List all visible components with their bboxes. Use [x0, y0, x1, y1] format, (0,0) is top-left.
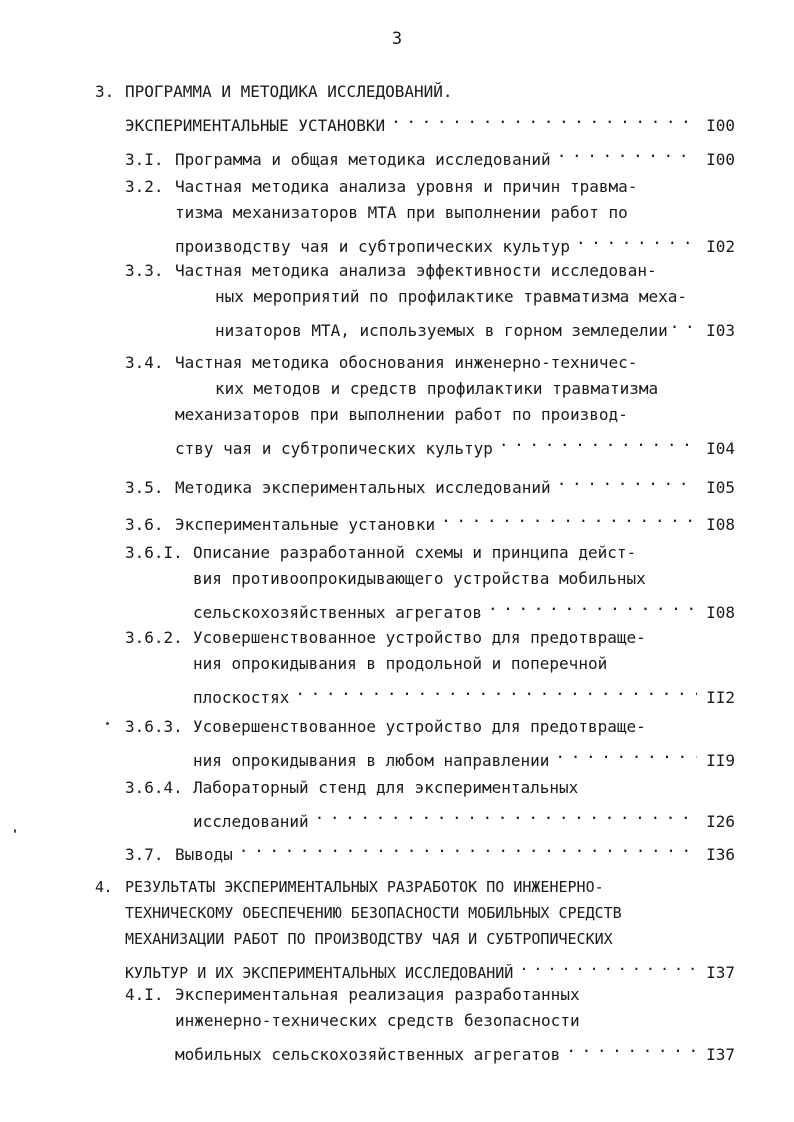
toc-entry-title-line: мобильных сельскохозяйственных агрегатов: [175, 1045, 561, 1064]
toc-entry-number: 3.7.: [125, 845, 164, 864]
toc-entry-title-line: Частная методика анализа уровня и причин травма-: [175, 177, 638, 196]
toc-entry-title-line: Лабораторный стенд для экспериментальных: [193, 778, 579, 797]
toc-entry-number: 3.6.I.: [125, 543, 183, 562]
toc-entry-3-6-1[interactable]: [125, 540, 735, 622]
toc-entry-page: II2: [706, 688, 735, 707]
toc-entry-3-7[interactable]: [125, 834, 735, 864]
toc-entry-title-line: Программа и общая методика исследований: [175, 150, 551, 169]
toc-entry-3-6-3[interactable]: [125, 714, 735, 770]
toc-entry-title-line: сельскохозяйственных агрегатов: [193, 603, 482, 622]
toc-entry-page: I08: [706, 515, 735, 534]
dot-leader: [441, 504, 697, 530]
toc-entry-3-3[interactable]: [125, 258, 735, 340]
dot-leader: [566, 1034, 697, 1060]
dot-leader: [555, 740, 697, 766]
toc-entry-3-1[interactable]: [125, 139, 735, 169]
toc-entry-title-line: исследований: [193, 812, 309, 831]
toc-entry-title-line: ПРОГРАММА И МЕТОДИКА ИССЛЕДОВАНИЙ.: [125, 82, 453, 101]
dot-leader: [557, 467, 697, 493]
dot-leader: [576, 226, 697, 252]
toc-entry-title-line: Частная методика анализа эффективности исследован-: [175, 261, 657, 280]
toc-entry-title-line: Выводы: [175, 845, 233, 864]
toc-entry-title-line: МЕХАНИЗАЦИИ РАБОТ ПО ПРОИЗВОДСТВУ ЧАЯ И СУБТРОПИЧЕСКИХ: [125, 930, 613, 948]
dot-leader: [519, 952, 697, 978]
toc-entry-title-line: ния опрокидывания в любом направлении: [193, 751, 550, 770]
toc-entry-title-line: вия противоопрокидывающего устройства мобильных: [193, 569, 646, 588]
toc-entry-number: 3.6.: [125, 515, 164, 534]
toc-entry-title-line: ких методов и средств профилактики травматизма: [215, 379, 659, 398]
toc-entry-title-line: инженерно-технических средств безопасности: [175, 1011, 580, 1030]
toc-entry-3-6[interactable]: [125, 504, 735, 534]
toc-entry-title-line: ству чая и субтропических культур: [175, 439, 493, 458]
toc-entry-title-line: тизма механизаторов МТА при выполнении работ по: [175, 203, 628, 222]
toc-entry-3-4[interactable]: [125, 350, 735, 458]
toc-entry-number: 4.I.: [125, 985, 164, 1004]
toc-entry-title-line: Усовершенствованное устройство для предотвраще-: [193, 717, 646, 736]
toc-entry-title-line: производству чая и субтропических культур: [175, 237, 570, 256]
toc-entry-page: I00: [706, 116, 735, 135]
toc-entry-page: I03: [706, 321, 735, 340]
dot-leader: [670, 310, 697, 336]
toc-entry-number: 3.6.4.: [125, 778, 183, 797]
toc-entry-title-line: Методика экспериментальных исследований: [175, 478, 551, 497]
toc-entry-page: I36: [706, 845, 735, 864]
toc-entry-title-line: Экспериментальная реализация разработанных: [175, 985, 580, 1004]
toc-entry-4-1[interactable]: [125, 982, 735, 1064]
toc-entry-title-line: ных мероприятий по профилактике травматизма меха-: [215, 287, 688, 306]
toc-entry-number: 3.6.2.: [125, 628, 183, 647]
toc-entry-title-line: ния опрокидывания в продольной и поперечной: [193, 654, 608, 673]
scan-speck: [14, 829, 16, 833]
toc-entry-3-6-2[interactable]: [125, 625, 735, 707]
toc-entry-title-line: Экспериментальные установки: [175, 515, 436, 534]
toc-entry-number: 3.I.: [125, 150, 164, 169]
dot-leader: [488, 592, 697, 618]
toc-entry-page: I05: [706, 478, 735, 497]
toc-entry-3-2[interactable]: [125, 174, 735, 256]
toc-entry-page: I26: [706, 812, 735, 831]
scan-speck: [106, 722, 109, 725]
page-number: 3: [391, 29, 403, 49]
toc-entry-number: 3.4.: [125, 353, 164, 372]
toc-entry-title-line: плоскостях: [193, 688, 290, 707]
toc-entry-title-line: Частная методика обоснования инженерно-техничес-: [175, 353, 638, 372]
toc-entry-number: 3.5.: [125, 478, 164, 497]
toc-entry-title-line: низаторов МТА, используемых в горном земледелии: [215, 321, 668, 340]
toc-entry-page: I08: [706, 603, 735, 622]
dot-leader: [391, 105, 697, 131]
toc-entry-title-line: ТЕХНИЧЕСКОМУ ОБЕСПЕЧЕНИЮ БЕЗОПАСНОСТИ МОБИЛЬНЫХ СРЕДСТВ: [125, 904, 622, 922]
dot-leader: [295, 677, 697, 703]
toc-entry-page: I37: [706, 963, 735, 982]
toc-entry-3[interactable]: [95, 79, 735, 135]
toc-entry-number: 3.6.3.: [125, 717, 183, 736]
toc-entry-title-line: РЕЗУЛЬТАТЫ ЭКСПЕРИМЕНТАЛЬНЫХ РАЗРАБОТОК ПО ИНЖЕНЕРНО-: [125, 878, 604, 896]
dot-leader: [499, 428, 697, 454]
toc-entry-title-line: Усовершенствованное устройство для предотвраще-: [193, 628, 646, 647]
toc-entry-page: I04: [706, 439, 735, 458]
toc-entry-page: I00: [706, 150, 735, 169]
toc-entry-page: II9: [706, 751, 735, 770]
toc-entry-3-6-4[interactable]: [125, 775, 735, 831]
toc-entry-4[interactable]: [95, 874, 735, 982]
dot-leader: [239, 834, 697, 860]
dot-leader: [557, 139, 697, 165]
toc-entry-number: 4.: [95, 878, 113, 896]
dot-leader: [315, 801, 697, 827]
toc-entry-number: 3.: [95, 82, 115, 101]
toc-entry-title-line: механизаторов при выполнении работ по производ-: [175, 405, 628, 424]
toc-entry-title-line: Описание разработанной схемы и принципа дейст-: [193, 543, 637, 562]
toc-entry-number: 3.2.: [125, 177, 164, 196]
toc-entry-page: I02: [706, 237, 735, 256]
toc-entry-3-5[interactable]: [125, 467, 735, 497]
toc-entry-number: 3.3.: [125, 261, 164, 280]
toc-entry-title-line: КУЛЬТУР И ИХ ЭКСПЕРИМЕНТАЛЬНЫХ ИССЛЕДОВАНИЙ: [125, 964, 514, 982]
toc-entry-page: I37: [706, 1045, 735, 1064]
toc-entry-title-line: ЭКСПЕРИМЕНТАЛЬНЫЕ УСТАНОВКИ: [125, 116, 386, 135]
